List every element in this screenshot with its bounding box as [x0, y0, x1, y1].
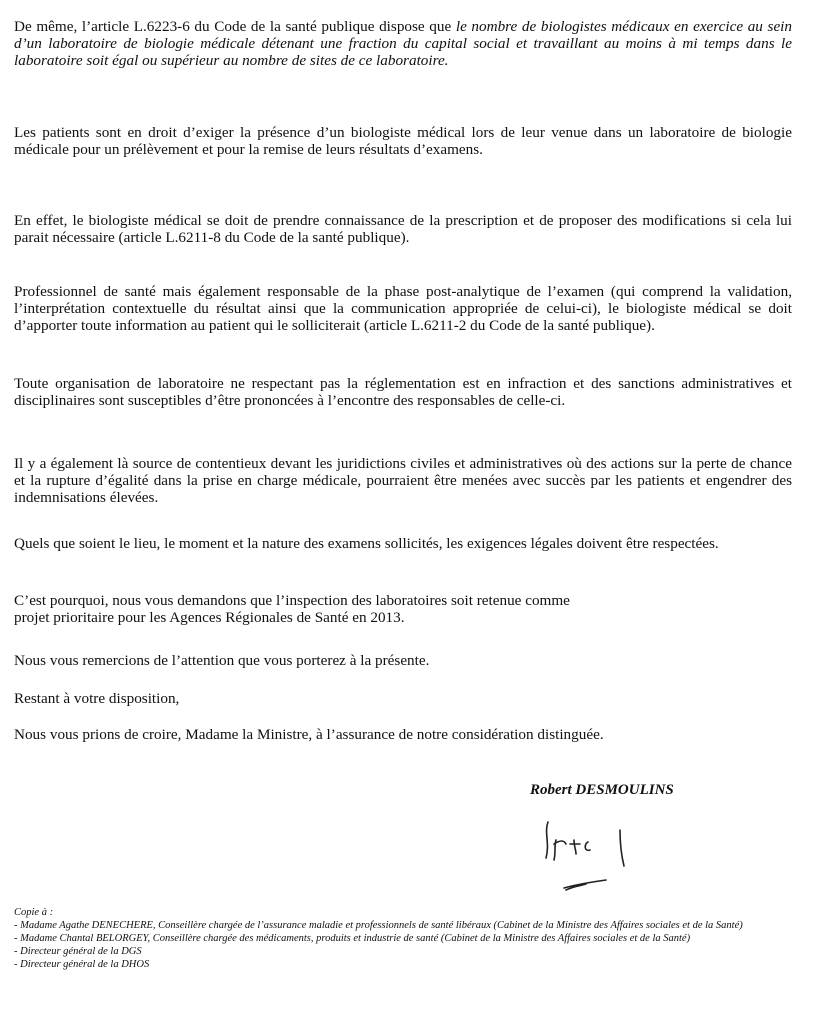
inspection-line-2: projet prioritaire pour les Agences Régionales de Santé en 2013.: [14, 609, 405, 626]
copy-recipient: - Madame Chantal BELORGEY, Conseillère chargée des médicaments, produits et industrie de santé (Cabinet de la Ministre des Affaires sociales et de la Santé): [14, 933, 691, 944]
inspection-line-1: C’est pourquoi, nous vous demandons que l’inspection des laboratoires soit retenue comme: [14, 592, 570, 609]
handwritten-signature: [530, 810, 670, 900]
paragraph-post-analytique: Professionnel de santé mais également responsable de la phase post-analytique de l’examen (qui comprend la validation, l’interprétation contextuelle du résultat ainsi que la communication appropriée de celui-ci), le biologiste médical se doit d’apporter toute information au patient qui le solliciterait (article L.6211-2 du Code de la santé publique).: [14, 283, 792, 334]
signatory-name: Robert DESMOULINS: [530, 782, 674, 798]
paragraph-salutations: Nous vous prions de croire, Madame la Ministre, à l’assurance de notre considération distinguée.: [14, 726, 604, 743]
copies-list: [14, 906, 794, 971]
paragraph-inspection: [14, 592, 792, 626]
paragraph-remerciements: Nous vous remercions de l’attention que vous porterez à la présente.: [14, 652, 430, 669]
paragraph-lead: De même, l’article L.6223-6 du Code de la santé publique dispose que: [14, 18, 456, 35]
paragraph-article-l6223-6: [14, 18, 792, 69]
paragraph-contentieux: Il y a également là source de contentieux devant les juridictions civiles et administratives où des actions sur la perte de chance et la rupture d’égalité dans la prise en charge médicale, pourraient être menées avec succès par les patients et engendrer des indemnisations élevées.: [14, 455, 792, 506]
quoted-law-text: le nombre de biologistes médicaux en exercice au sein d’un laboratoire de biologie médicale détenant une fraction du capital social et travaillant au moins à mi temps dans le laboratoire soit égal ou supérieur au nombre de sites de ce laboratoire.: [14, 18, 792, 69]
copies-heading: Copie à :: [14, 907, 54, 918]
paragraph-infraction: Toute organisation de laboratoire ne respectant pas la réglementation est en infraction et des sanctions administratives et disciplinaires sont susceptibles d’être prononcées à l’encontre des responsables de celle-ci.: [14, 375, 792, 409]
paragraph-prescription: En effet, le biologiste médical se doit de prendre connaissance de la prescription et de proposer des modifications si cela lui parait nécessaire (article L.6211-8 du Code de la santé publique).: [14, 212, 792, 246]
copy-recipient: - Directeur général de la DHOS: [14, 959, 150, 970]
paragraph-exigences: Quels que soient le lieu, le moment et la nature des examens sollicités, les exigences légales doivent être respectées.: [14, 535, 719, 552]
paragraph-patients-rights: Les patients sont en droit d’exiger la présence d’un biologiste médical lors de leur venue dans un laboratoire de biologie médicale pour un prélèvement et pour la remise de leurs résultats d’examens.: [14, 124, 792, 158]
copy-recipient: - Madame Agathe DENECHERE, Conseillère chargée de l’assurance maladie et professionnels de santé libéraux (Cabinet de la Ministre des Affaires sociales et de la Santé): [14, 920, 743, 931]
copy-recipient: - Directeur général de la DGS: [14, 946, 142, 957]
paragraph-disposition: Restant à votre disposition,: [14, 690, 180, 707]
